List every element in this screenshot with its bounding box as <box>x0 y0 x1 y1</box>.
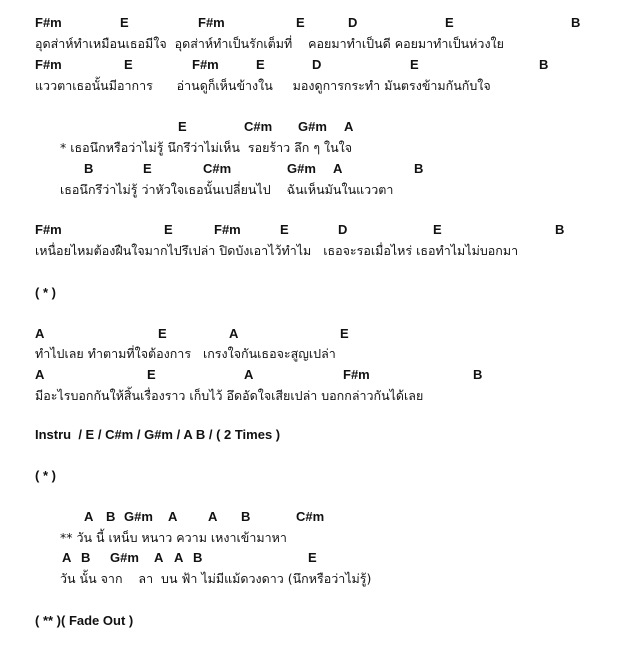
lyric-line: อุดส่าห์ทำเหมือนเธอมีใจ อุดส่าห์ทำเป็นรักเต็มที่ คอยมาทำเป็นดี คอยมาทำเป็นห่วงใย <box>35 36 504 51</box>
lyric-line: ** วัน นี้ เหน็บ หนาว ความ เหงาเข้ามาหา <box>60 530 287 545</box>
lyric-line: เธอนึกรึว่าไม่รู้ ว่าหัวใจเธอนั้นเปลี่ยนไป ฉันเห็นมันในแววตา <box>60 182 394 197</box>
lyric-line: เหนื่อยไหมต้องฝืนใจมากไปรึเปล่า ปิดบังเอาไว้ทำไม เธอจะรอเมื่อไหร่ เธอทำไมไม่บอกมา <box>35 243 519 258</box>
chord: F#m <box>35 57 62 72</box>
chord: A <box>84 509 94 524</box>
lyric-line: * เธอนึกหรือว่าไม่รู้ นึกรึว่าไม่เห็น รอยร้าว ลึก ๆ ในใจ <box>60 140 353 155</box>
chord: D <box>348 15 358 30</box>
chord: A <box>35 367 45 382</box>
lyric-line: ทำไปเลย ทำตามที่ใจต้องการ เกรงใจกันเธอจะสูญเปล่า <box>35 346 336 361</box>
chord: D <box>338 222 348 237</box>
chord: F#m <box>192 57 219 72</box>
chord: E <box>143 161 152 176</box>
chord: A <box>244 367 254 382</box>
chord: G#m <box>287 161 316 176</box>
chord: E <box>120 15 129 30</box>
lyric-line: มีอะไรบอกกันให้สิ้นเรื่องราว เก็บไว้ อึดอัดใจเสียเปล่า บอกกล่าวกันได้เลย <box>35 388 424 403</box>
lyric-line: วัน นั้น จาก ลา บน ฟ้า ไม่มีแม้ดวงดาว (นึกหรือว่าไม่รู้) <box>60 571 372 586</box>
chord: B <box>473 367 483 382</box>
chord: G#m <box>298 119 327 134</box>
chord: F#m <box>35 15 62 30</box>
chord: A <box>333 161 343 176</box>
chord: E <box>124 57 133 72</box>
chord: A <box>62 550 72 565</box>
repeat-marker: ( * ) <box>35 285 56 300</box>
chord: F#m <box>35 222 62 237</box>
chord: G#m <box>110 550 139 565</box>
chord: A <box>344 119 354 134</box>
repeat-marker: ( * ) <box>35 468 56 483</box>
chord: F#m <box>343 367 370 382</box>
chord: C#m <box>244 119 273 134</box>
chord: E <box>445 15 454 30</box>
chord: B <box>84 161 94 176</box>
chord: E <box>256 57 265 72</box>
chord: E <box>147 367 156 382</box>
chord: A <box>174 550 184 565</box>
chord: E <box>340 326 349 341</box>
chord: E <box>410 57 419 72</box>
chord: B <box>555 222 565 237</box>
chord: B <box>81 550 91 565</box>
chord: E <box>280 222 289 237</box>
chord: A <box>229 326 239 341</box>
chord: E <box>308 550 317 565</box>
chord: B <box>106 509 116 524</box>
chord: C#m <box>203 161 232 176</box>
chord: D <box>312 57 322 72</box>
chord: A <box>168 509 178 524</box>
instrumental-line: Instru / E / C#m / G#m / A B / ( 2 Times ) <box>35 427 281 442</box>
lyric-line: แววตาเธอนั้นมีอาการ อ่านดูก็เห็นข้างใน มองดูการกระทำ มันตรงข้ามกันกับใจ <box>35 78 491 93</box>
chord: B <box>571 15 581 30</box>
chord: B <box>193 550 203 565</box>
chord: G#m <box>124 509 153 524</box>
chord: E <box>158 326 167 341</box>
chord: B <box>539 57 549 72</box>
chord: E <box>164 222 173 237</box>
fade-out-marker: ( ** )( Fade Out ) <box>35 613 134 628</box>
chord: C#m <box>296 509 325 524</box>
chord: A <box>208 509 218 524</box>
chord: A <box>154 550 164 565</box>
chord: E <box>433 222 442 237</box>
chord: E <box>178 119 187 134</box>
chord: B <box>414 161 424 176</box>
chord: A <box>35 326 45 341</box>
chord: F#m <box>198 15 225 30</box>
chord: F#m <box>214 222 241 237</box>
chord: E <box>296 15 305 30</box>
chord: B <box>241 509 251 524</box>
